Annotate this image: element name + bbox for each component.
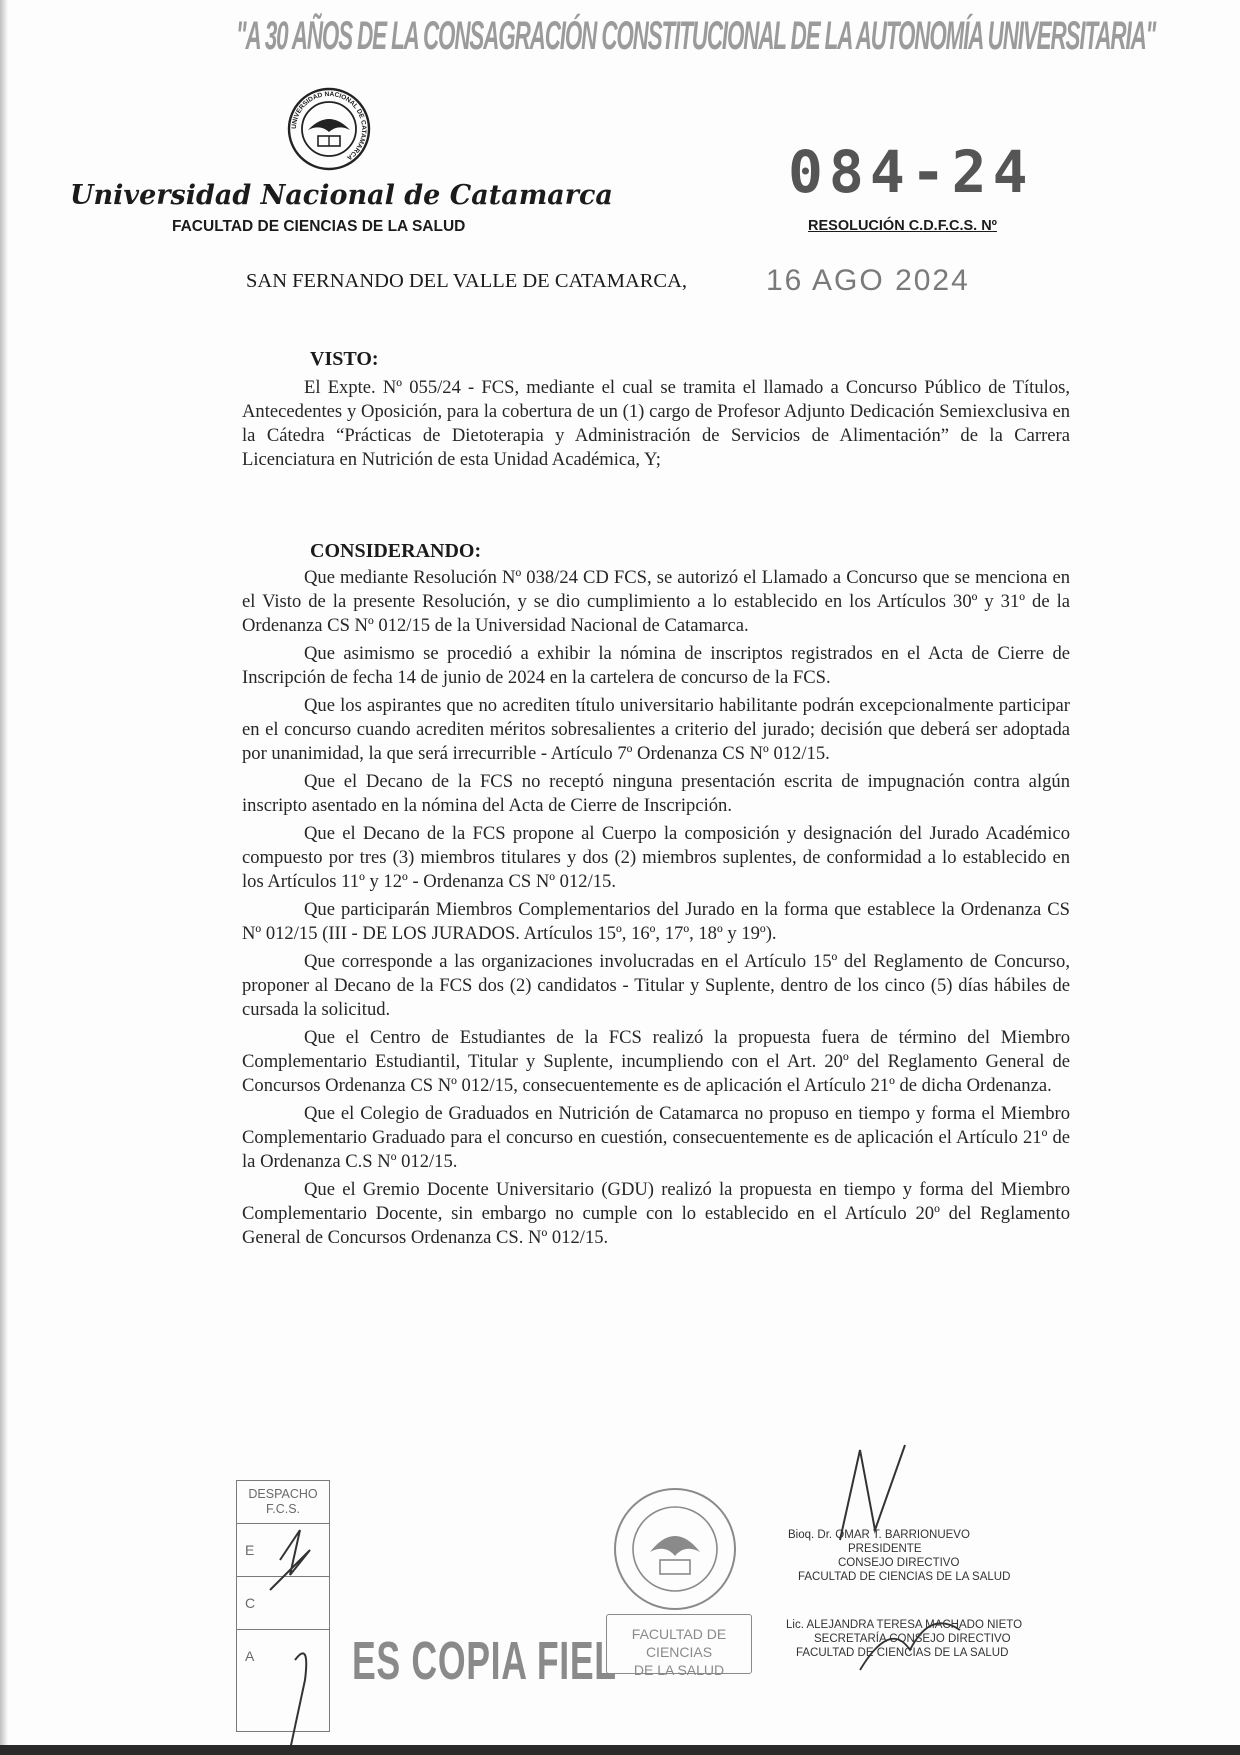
visto-section — [242, 376, 1070, 476]
signature-institution: FACULTAD DE CIENCIAS DE LA SALUD — [796, 1647, 1009, 1659]
despacho-row: A — [245, 1648, 255, 1664]
university-crest-icon — [286, 86, 372, 172]
visto-heading: VISTO: — [310, 348, 379, 370]
university-seal-icon — [610, 1484, 740, 1614]
considerando-section — [242, 566, 1070, 1254]
considerando-paragraph: Que el Gremio Docente Universitario (GDU) realizó la propuesta en tiempo y forma del Miembro Complementario Docente, sin embargo no cumple con lo establecido en el Artículo 20º del Reglamento General de Concursos Ordenanza CS. Nº 012/15. — [242, 1179, 1070, 1248]
resolution-label: RESOLUCIÓN C.D.F.C.S. Nº — [808, 218, 997, 234]
university-name: Universidad Nacional de Catamarca — [70, 180, 613, 211]
considerando-paragraph: Que el Decano de la FCS propone al Cuerpo la composición y designación del Jurado Académico compuesto por tres (3) miembros titulares y dos (2) miembros suplentes, de conformidad a lo establecido en los Artículos 11º y 12º - Ordenanza CS Nº 012/15. — [242, 823, 1070, 892]
scan-left-edge — [0, 0, 8, 1755]
considerando-paragraph: Que participarán Miembros Complementarios del Jurado en la forma que establece la Ordenanza CS Nº 012/15 (III - DE LOS JURADOS. Artículos 15º, 16º, 17º, 18º y 19º). — [242, 899, 1070, 944]
considerando-heading: CONSIDERANDO: — [310, 540, 482, 562]
considerando-paragraph: Que corresponde a las organizaciones involucradas en el Artículo 15º del Reglamento de Concurso, proponer al Decano de la FCS dos (2) candidatos - Titular y Suplente, dentro de los cinco (5) días hábiles de cursada la solicitud. — [242, 951, 1070, 1020]
crest-ring-text: UNIVERSIDAD NACIONAL DE CATAMARCA — [290, 90, 368, 162]
despacho-stamp — [236, 1480, 330, 1732]
despacho-stamp-header — [237, 1481, 329, 1524]
city-date-line: SAN FERNANDO DEL VALLE DE CATAMARCA, — [246, 270, 688, 292]
signature-role: CONSEJO DIRECTIVO — [838, 1557, 960, 1569]
considerando-paragraph: Que el Colegio de Graduados en Nutrición de Catamarca no propuso en tiempo y forma el Miembro Complementario Graduado para el concurso en cuestión, consecuentemente es de aplicación el Artículo 21º de la Ordenanza C.S Nº 012/15. — [242, 1103, 1070, 1172]
signature-name: Bioq. Dr. OMAR T. BARRIONUEVO — [788, 1529, 970, 1541]
despacho-row: C — [237, 1577, 329, 1630]
despacho-row: E — [237, 1524, 329, 1577]
considerando-paragraph: Que asimismo se procedió a exhibir la nómina de inscriptos registrados en el Acta de Cierre de Inscripción de fecha 14 de junio de 2024 en la cartelera de concurso de la FCS. — [242, 643, 1070, 688]
resolution-number: 084-24 — [788, 138, 1034, 206]
despacho-subtitle: F.C.S. — [265, 1502, 301, 1516]
signature-role: SECRETARÍA CONSEJO DIRECTIVO — [814, 1633, 1011, 1645]
signature-institution: FACULTAD DE CIENCIAS DE LA SALUD — [798, 1571, 1011, 1583]
faculty-stamp-line: DE LA SALUD — [633, 1662, 725, 1678]
considerando-paragraph: Que el Centro de Estudiantes de la FCS realizó la propuesta fuera de término del Miembro Complementario Estudiantil, Titular y Suplente, incumpliendo con el Art. 20º del Reglamento General de Concursos Ordenanza CS Nº 012/15, consecuentemente es de aplicación el Artículo 21º de dicha Ordenanza. — [242, 1027, 1070, 1096]
signature-block-secretary — [786, 1618, 1022, 1660]
scan-bottom-edge — [0, 1745, 1240, 1755]
faculty-stamp — [606, 1614, 752, 1678]
signature-block-president — [788, 1528, 1010, 1584]
signature-role: PRESIDENTE — [848, 1543, 922, 1555]
considerando-paragraph: Que el Decano de la FCS no receptó ninguna presentación escrita de impugnación contra algún inscripto asentado en la nómina del Acta de Cierre de Inscripción. — [242, 771, 1070, 816]
considerando-paragraph: Que mediante Resolución Nº 038/24 CD FCS, se autorizó el Llamado a Concurso que se menciona en el Visto de la presente Resolución, y se dio cumplimiento a lo establecido en los Artículos 30º y 31º de la Ordenanza CS Nº 012/15 de la Universidad Nacional de Catamarca. — [242, 567, 1070, 636]
resolution-date-stamp: 16 AGO 2024 — [766, 264, 970, 297]
certified-copy-stamp: ES COPIA FIEL — [352, 1631, 617, 1691]
faculty-name: FACULTAD DE CIENCIAS DE LA SALUD — [172, 218, 466, 235]
faculty-stamp-line: FACULTAD DE CIENCIAS — [631, 1626, 727, 1660]
anniversary-banner: "A 30 AÑOS DE LA CONSAGRACIÓN CONSTITUCIONAL DE LA AUTONOMÍA UNIVERSITARIA" — [236, 14, 1156, 58]
signature-name: Lic. ALEJANDRA TERESA MACHADO NIETO — [786, 1619, 1023, 1631]
visto-paragraph: El Expte. Nº 055/24 - FCS, mediante el cual se tramita el llamado a Concurso Público de Títulos, Antecedentes y Oposición, para la cobertura de un (1) cargo de Profesor Adjunto Dedicación Semiexclusiva en la Cátedra “Prácticas de Dietoterapia y Administración de Servicios de Alimentación” de la Carrera Licenciatura en Nutrición de esta Unidad Académica, Y; — [242, 377, 1070, 470]
despacho-title: DESPACHO — [248, 1487, 318, 1501]
considerando-paragraph: Que los aspirantes que no acrediten título universitario habilitante podrán excepcionalmente participar en el concurso cuando acrediten méritos sobresalientes a criterio del jurado; decisión que deberá ser adoptada por unanimidad, la que será irrecurrible - Artículo 7º Ordenanza CS Nº 012/15. — [242, 695, 1070, 764]
